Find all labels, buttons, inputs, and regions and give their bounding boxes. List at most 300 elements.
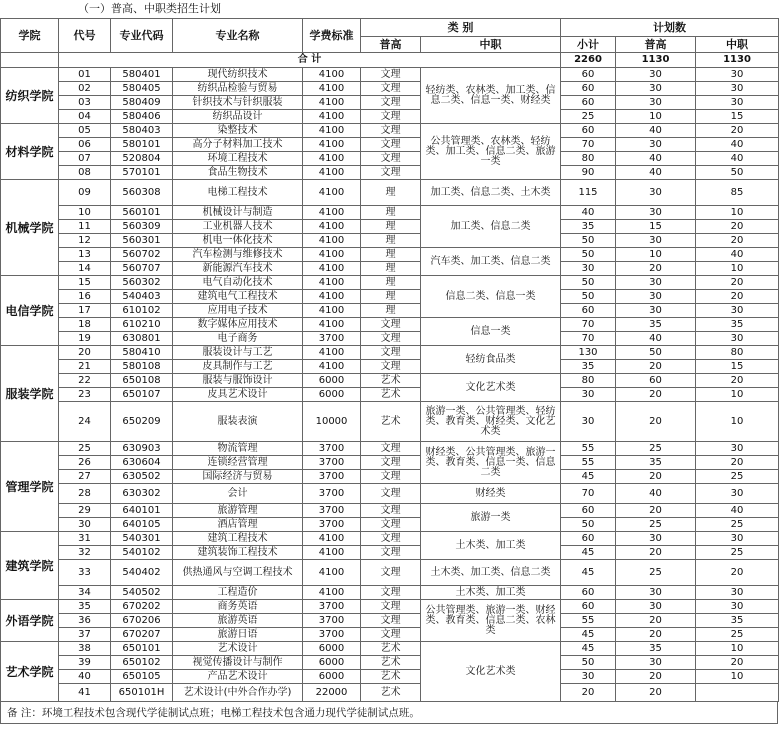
pugao-category-cell: 理 <box>361 220 421 234</box>
table-row <box>1 546 779 560</box>
major-code-cell: 640101 <box>111 504 173 518</box>
fee-cell: 4100 <box>303 248 361 262</box>
pugao-category-cell: 理 <box>361 206 421 220</box>
total-pugao: 1130 <box>616 53 696 68</box>
major-code-cell: 580401 <box>111 68 173 82</box>
fee-cell: 4100 <box>303 546 361 560</box>
plan-zhongzhi-cell: 20 <box>696 656 779 670</box>
header-major-name: 专业名称 <box>173 19 303 53</box>
fee-cell: 4100 <box>303 290 361 304</box>
table-row <box>1 656 779 670</box>
total-row <box>1 53 779 68</box>
table-row <box>1 456 779 470</box>
table-row <box>1 484 779 504</box>
major-name-cell: 建筑工程技术 <box>173 532 303 546</box>
header-plan: 计划数 <box>561 19 779 37</box>
pugao-category-cell: 文理 <box>361 560 421 586</box>
major-code-cell: 520804 <box>111 152 173 166</box>
college-cell: 管理学院 <box>1 442 59 532</box>
major-name-cell: 国际经济与贸易 <box>173 470 303 484</box>
plan-pugao-cell: 30 <box>616 532 696 546</box>
plan-pugao-cell: 30 <box>616 82 696 96</box>
plan-subtotal-cell: 35 <box>561 360 616 374</box>
plan-zhongzhi-cell: 25 <box>696 470 779 484</box>
fee-cell: 4100 <box>303 68 361 82</box>
zhongzhi-category-cell: 旅游一类、公共管理类、轻纺类、教育类、财经类、文化艺术类 <box>421 402 561 442</box>
major-code-cell: 650107 <box>111 388 173 402</box>
zhongzhi-category-cell: 加工类、信息二类、土木类 <box>421 180 561 206</box>
code-cell: 37 <box>59 628 111 642</box>
code-cell: 18 <box>59 318 111 332</box>
fee-cell: 4100 <box>303 152 361 166</box>
pugao-category-cell: 文理 <box>361 360 421 374</box>
plan-pugao-cell: 30 <box>616 600 696 614</box>
major-name-cell: 物流管理 <box>173 442 303 456</box>
fee-cell: 3700 <box>303 518 361 532</box>
major-name-cell: 艺术设计(中外合作办学) <box>173 684 303 702</box>
code-cell: 15 <box>59 276 111 290</box>
fee-cell: 4100 <box>303 110 361 124</box>
pugao-category-cell: 文理 <box>361 600 421 614</box>
college-cell: 艺术学院 <box>1 642 59 702</box>
major-code-cell: 580409 <box>111 96 173 110</box>
major-name-cell: 服装与服饰设计 <box>173 374 303 388</box>
plan-pugao-cell: 20 <box>616 628 696 642</box>
major-code-cell: 580403 <box>111 124 173 138</box>
major-code-cell: 560101 <box>111 206 173 220</box>
table-caption: （一）普高、中职类招生计划 <box>78 2 221 15</box>
plan-subtotal-cell: 50 <box>561 276 616 290</box>
college-cell: 服装学院 <box>1 346 59 442</box>
fee-cell: 4100 <box>303 560 361 586</box>
fee-cell: 3700 <box>303 628 361 642</box>
code-cell: 06 <box>59 138 111 152</box>
code-cell: 09 <box>59 180 111 206</box>
plan-zhongzhi-cell: 30 <box>696 442 779 456</box>
plan-pugao-cell: 40 <box>616 484 696 504</box>
fee-cell: 4100 <box>303 532 361 546</box>
zhongzhi-category-cell: 土木类、加工类 <box>421 586 561 600</box>
plan-pugao-cell: 35 <box>616 456 696 470</box>
major-code-cell: 560309 <box>111 220 173 234</box>
fee-cell: 4100 <box>303 180 361 206</box>
plan-subtotal-cell: 60 <box>561 586 616 600</box>
table-row <box>1 346 779 360</box>
pugao-category-cell: 文理 <box>361 110 421 124</box>
pugao-category-cell: 理 <box>361 180 421 206</box>
plan-subtotal-cell: 45 <box>561 628 616 642</box>
code-cell: 13 <box>59 248 111 262</box>
table-row <box>1 360 779 374</box>
plan-pugao-cell: 40 <box>616 152 696 166</box>
header-plan-pugao: 普高 <box>616 37 696 53</box>
plan-subtotal-cell: 25 <box>561 110 616 124</box>
major-name-cell: 供热通风与空调工程技术 <box>173 560 303 586</box>
fee-cell: 3700 <box>303 484 361 504</box>
header-plan-zhongzhi: 中职 <box>696 37 779 53</box>
table-row <box>1 248 779 262</box>
code-cell: 14 <box>59 262 111 276</box>
college-cell: 外语学院 <box>1 600 59 642</box>
fee-cell: 3700 <box>303 442 361 456</box>
plan-pugao-cell: 60 <box>616 374 696 388</box>
major-code-cell: 560302 <box>111 276 173 290</box>
plan-subtotal-cell: 40 <box>561 206 616 220</box>
table-row <box>1 442 779 456</box>
major-code-cell: 610210 <box>111 318 173 332</box>
code-cell: 23 <box>59 388 111 402</box>
pugao-category-cell: 文理 <box>361 532 421 546</box>
header-college: 学院 <box>1 19 59 53</box>
major-code-cell: 540502 <box>111 586 173 600</box>
zhongzhi-category-cell: 汽车类、加工类、信息二类 <box>421 248 561 276</box>
plan-pugao-cell: 20 <box>616 262 696 276</box>
fee-cell: 3700 <box>303 600 361 614</box>
major-name-cell: 旅游英语 <box>173 614 303 628</box>
plan-zhongzhi-cell: 10 <box>696 206 779 220</box>
code-cell: 10 <box>59 206 111 220</box>
major-name-cell: 食品生物技术 <box>173 166 303 180</box>
major-name-cell: 旅游管理 <box>173 504 303 518</box>
zhongzhi-category-cell: 文化艺术类 <box>421 642 561 702</box>
major-name-cell: 新能源汽车技术 <box>173 262 303 276</box>
plan-pugao-cell: 40 <box>616 166 696 180</box>
plan-zhongzhi-cell: 10 <box>696 642 779 656</box>
plan-pugao-cell: 35 <box>616 318 696 332</box>
table-row <box>1 180 779 206</box>
fee-cell: 4100 <box>303 82 361 96</box>
major-name-cell: 电梯工程技术 <box>173 180 303 206</box>
pugao-category-cell: 文理 <box>361 628 421 642</box>
plan-subtotal-cell: 35 <box>561 220 616 234</box>
plan-zhongzhi-cell <box>696 684 779 702</box>
table-row <box>1 670 779 684</box>
plan-pugao-cell: 20 <box>616 504 696 518</box>
plan-pugao-cell: 15 <box>616 220 696 234</box>
table-row <box>1 586 779 600</box>
plan-zhongzhi-cell: 25 <box>696 518 779 532</box>
major-code-cell: 670202 <box>111 600 173 614</box>
plan-zhongzhi-cell: 15 <box>696 110 779 124</box>
code-cell: 02 <box>59 82 111 96</box>
table-row <box>1 276 779 290</box>
plan-pugao-cell: 20 <box>616 670 696 684</box>
code-cell: 35 <box>59 600 111 614</box>
zhongzhi-category-cell: 信息一类 <box>421 318 561 346</box>
fee-cell: 4100 <box>303 220 361 234</box>
major-code-cell: 540102 <box>111 546 173 560</box>
major-code-cell: 630302 <box>111 484 173 504</box>
code-cell: 33 <box>59 560 111 586</box>
major-name-cell: 环境工程技术 <box>173 152 303 166</box>
table-row <box>1 504 779 518</box>
header-plan-subtotal: 小计 <box>561 37 616 53</box>
pugao-category-cell: 理 <box>361 262 421 276</box>
code-cell: 30 <box>59 518 111 532</box>
plan-zhongzhi-cell: 20 <box>696 234 779 248</box>
major-code-cell: 630903 <box>111 442 173 456</box>
plan-zhongzhi-cell: 25 <box>696 546 779 560</box>
table-row <box>1 166 779 180</box>
plan-zhongzhi-cell: 20 <box>696 290 779 304</box>
table-row <box>1 138 779 152</box>
code-cell: 27 <box>59 470 111 484</box>
plan-zhongzhi-cell: 85 <box>696 180 779 206</box>
plan-subtotal-cell: 50 <box>561 290 616 304</box>
zhongzhi-category-cell: 信息二类、信息一类 <box>421 276 561 318</box>
plan-subtotal-cell: 30 <box>561 402 616 442</box>
code-cell: 26 <box>59 456 111 470</box>
plan-pugao-cell: 20 <box>616 546 696 560</box>
plan-pugao-cell: 10 <box>616 110 696 124</box>
major-name-cell: 艺术设计 <box>173 642 303 656</box>
pugao-category-cell: 文理 <box>361 456 421 470</box>
pugao-category-cell: 理 <box>361 290 421 304</box>
plan-pugao-cell: 25 <box>616 518 696 532</box>
major-name-cell: 数字媒体应用技术 <box>173 318 303 332</box>
pugao-category-cell: 理 <box>361 304 421 318</box>
plan-subtotal-cell: 80 <box>561 374 616 388</box>
plan-pugao-cell: 25 <box>616 442 696 456</box>
plan-subtotal-cell: 50 <box>561 234 616 248</box>
code-cell: 01 <box>59 68 111 82</box>
pugao-category-cell: 艺术 <box>361 388 421 402</box>
zhongzhi-category-cell: 轻纺类、农林类、加工类、信息二类、信息一类、财经类 <box>421 68 561 124</box>
plan-pugao-cell: 30 <box>616 138 696 152</box>
zhongzhi-category-cell: 轻纺食品类 <box>421 346 561 374</box>
plan-zhongzhi-cell: 40 <box>696 138 779 152</box>
plan-pugao-cell: 10 <box>616 248 696 262</box>
zhongzhi-category-cell: 公共管理类、旅游一类、财经类、教育类、信息二类、农林类 <box>421 600 561 642</box>
code-cell: 12 <box>59 234 111 248</box>
pugao-category-cell: 文理 <box>361 518 421 532</box>
major-code-cell: 670207 <box>111 628 173 642</box>
plan-zhongzhi-cell: 10 <box>696 388 779 402</box>
pugao-category-cell: 艺术 <box>361 670 421 684</box>
plan-pugao-cell: 30 <box>616 234 696 248</box>
zhongzhi-category-cell: 财经类、公共管理类、旅游一类、教育类、信息一类、信息二类 <box>421 442 561 484</box>
fee-cell: 4100 <box>303 276 361 290</box>
plan-zhongzhi-cell: 30 <box>696 96 779 110</box>
major-code-cell: 650101 <box>111 642 173 656</box>
major-code-cell: 650102 <box>111 656 173 670</box>
plan-pugao-cell: 30 <box>616 586 696 600</box>
fee-cell: 4100 <box>303 206 361 220</box>
plan-zhongzhi-cell: 30 <box>696 586 779 600</box>
plan-subtotal-cell: 55 <box>561 614 616 628</box>
code-cell: 17 <box>59 304 111 318</box>
plan-zhongzhi-cell: 10 <box>696 402 779 442</box>
major-code-cell: 560702 <box>111 248 173 262</box>
code-cell: 05 <box>59 124 111 138</box>
pugao-category-cell: 文理 <box>361 484 421 504</box>
plan-subtotal-cell: 70 <box>561 138 616 152</box>
major-code-cell: 650108 <box>111 374 173 388</box>
plan-zhongzhi-cell: 10 <box>696 262 779 276</box>
plan-pugao-cell: 20 <box>616 470 696 484</box>
table-row <box>1 234 779 248</box>
code-cell: 24 <box>59 402 111 442</box>
plan-zhongzhi-cell: 30 <box>696 484 779 504</box>
plan-subtotal-cell: 60 <box>561 504 616 518</box>
major-name-cell: 会计 <box>173 484 303 504</box>
plan-pugao-cell: 30 <box>616 206 696 220</box>
plan-zhongzhi-cell: 20 <box>696 124 779 138</box>
plan-subtotal-cell: 60 <box>561 68 616 82</box>
plan-subtotal-cell: 115 <box>561 180 616 206</box>
major-name-cell: 酒店管理 <box>173 518 303 532</box>
plan-subtotal-cell: 80 <box>561 152 616 166</box>
code-cell: 31 <box>59 532 111 546</box>
major-code-cell: 540402 <box>111 560 173 586</box>
plan-subtotal-cell: 45 <box>561 560 616 586</box>
code-cell: 20 <box>59 346 111 360</box>
pugao-category-cell: 艺术 <box>361 402 421 442</box>
table-row <box>1 470 779 484</box>
code-cell: 21 <box>59 360 111 374</box>
plan-subtotal-cell: 60 <box>561 124 616 138</box>
major-code-cell: 540301 <box>111 532 173 546</box>
major-name-cell: 建筑电气工程技术 <box>173 290 303 304</box>
plan-subtotal-cell: 50 <box>561 656 616 670</box>
fee-cell: 4100 <box>303 138 361 152</box>
table-row <box>1 642 779 656</box>
zhongzhi-category-cell: 财经类 <box>421 484 561 504</box>
pugao-category-cell: 文理 <box>361 68 421 82</box>
fee-cell: 3700 <box>303 614 361 628</box>
plan-zhongzhi-cell: 20 <box>696 374 779 388</box>
plan-zhongzhi-cell: 30 <box>696 82 779 96</box>
pugao-category-cell: 理 <box>361 248 421 262</box>
fee-cell: 4100 <box>303 96 361 110</box>
major-name-cell: 纺织品检验与贸易 <box>173 82 303 96</box>
header-major-code: 专业代码 <box>111 19 173 53</box>
plan-subtotal-cell: 130 <box>561 346 616 360</box>
total-label: 合 计 <box>59 53 561 68</box>
college-cell: 建筑学院 <box>1 532 59 600</box>
header-category-pugao: 普高 <box>361 37 421 53</box>
table-row <box>1 518 779 532</box>
code-cell: 16 <box>59 290 111 304</box>
table-row <box>1 684 779 702</box>
major-code-cell: 630801 <box>111 332 173 346</box>
major-name-cell: 服装设计与工艺 <box>173 346 303 360</box>
plan-subtotal-cell: 45 <box>561 642 616 656</box>
plan-subtotal-cell: 60 <box>561 82 616 96</box>
major-name-cell: 应用电子技术 <box>173 304 303 318</box>
fee-cell: 4100 <box>303 262 361 276</box>
major-code-cell: 650209 <box>111 402 173 442</box>
plan-zhongzhi-cell: 30 <box>696 600 779 614</box>
major-code-cell: 580406 <box>111 110 173 124</box>
table-row <box>1 96 779 110</box>
fee-cell: 22000 <box>303 684 361 702</box>
major-name-cell: 视觉传播设计与制作 <box>173 656 303 670</box>
major-name-cell: 连锁经营管理 <box>173 456 303 470</box>
plan-pugao-cell: 30 <box>616 276 696 290</box>
pugao-category-cell: 理 <box>361 234 421 248</box>
enrollment-plan-table <box>0 18 779 702</box>
plan-subtotal-cell: 30 <box>561 388 616 402</box>
plan-pugao-cell: 20 <box>616 402 696 442</box>
plan-pugao-cell: 20 <box>616 388 696 402</box>
major-code-cell: 540403 <box>111 290 173 304</box>
pugao-category-cell: 文理 <box>361 504 421 518</box>
pugao-category-cell: 文理 <box>361 546 421 560</box>
major-name-cell: 工程造价 <box>173 586 303 600</box>
plan-pugao-cell: 50 <box>616 346 696 360</box>
pugao-category-cell: 文理 <box>361 346 421 360</box>
plan-zhongzhi-cell: 40 <box>696 248 779 262</box>
header-category-zhongzhi: 中职 <box>421 37 561 53</box>
major-code-cell: 560308 <box>111 180 173 206</box>
total-zhongzhi: 1130 <box>696 53 779 68</box>
fee-cell: 6000 <box>303 388 361 402</box>
zhongzhi-category-cell: 土木类、加工类 <box>421 532 561 560</box>
code-cell: 32 <box>59 546 111 560</box>
plan-zhongzhi-cell: 50 <box>696 166 779 180</box>
total-subtotal: 2260 <box>561 53 616 68</box>
plan-pugao-cell: 30 <box>616 656 696 670</box>
college-cell: 纺织学院 <box>1 68 59 124</box>
zhongzhi-category-cell: 土木类、加工类、信息二类 <box>421 560 561 586</box>
pugao-category-cell: 文理 <box>361 82 421 96</box>
major-code-cell: 580101 <box>111 138 173 152</box>
table-row <box>1 600 779 614</box>
table-row <box>1 402 779 442</box>
major-name-cell: 针织技术与针织服装 <box>173 96 303 110</box>
table-row <box>1 220 779 234</box>
plan-pugao-cell: 20 <box>616 684 696 702</box>
plan-pugao-cell: 30 <box>616 304 696 318</box>
plan-subtotal-cell: 50 <box>561 248 616 262</box>
fee-cell: 4100 <box>303 346 361 360</box>
fee-cell: 4100 <box>303 234 361 248</box>
fee-cell: 4100 <box>303 318 361 332</box>
code-cell: 39 <box>59 656 111 670</box>
zhongzhi-category-cell: 旅游一类 <box>421 504 561 532</box>
table-row <box>1 560 779 586</box>
major-code-cell: 580108 <box>111 360 173 374</box>
code-cell: 29 <box>59 504 111 518</box>
pugao-category-cell: 文理 <box>361 318 421 332</box>
major-code-cell: 630502 <box>111 470 173 484</box>
plan-subtotal-cell: 60 <box>561 304 616 318</box>
table-row <box>1 628 779 642</box>
header-category: 类 别 <box>361 19 561 37</box>
pugao-category-cell: 艺术 <box>361 642 421 656</box>
header-fee: 学费标准 <box>303 19 361 53</box>
fee-cell: 10000 <box>303 402 361 442</box>
plan-subtotal-cell: 20 <box>561 684 616 702</box>
plan-pugao-cell: 40 <box>616 124 696 138</box>
plan-pugao-cell: 30 <box>616 68 696 82</box>
major-code-cell: 630604 <box>111 456 173 470</box>
plan-zhongzhi-cell: 10 <box>696 670 779 684</box>
fee-cell: 3700 <box>303 470 361 484</box>
major-code-cell: 670206 <box>111 614 173 628</box>
table-row <box>1 318 779 332</box>
major-name-cell: 商务英语 <box>173 600 303 614</box>
major-code-cell: 650105 <box>111 670 173 684</box>
code-cell: 34 <box>59 586 111 600</box>
plan-zhongzhi-cell: 35 <box>696 614 779 628</box>
plan-pugao-cell: 20 <box>616 360 696 374</box>
major-name-cell: 工业机器人技术 <box>173 220 303 234</box>
fee-cell: 4100 <box>303 166 361 180</box>
code-cell: 38 <box>59 642 111 656</box>
code-cell: 07 <box>59 152 111 166</box>
